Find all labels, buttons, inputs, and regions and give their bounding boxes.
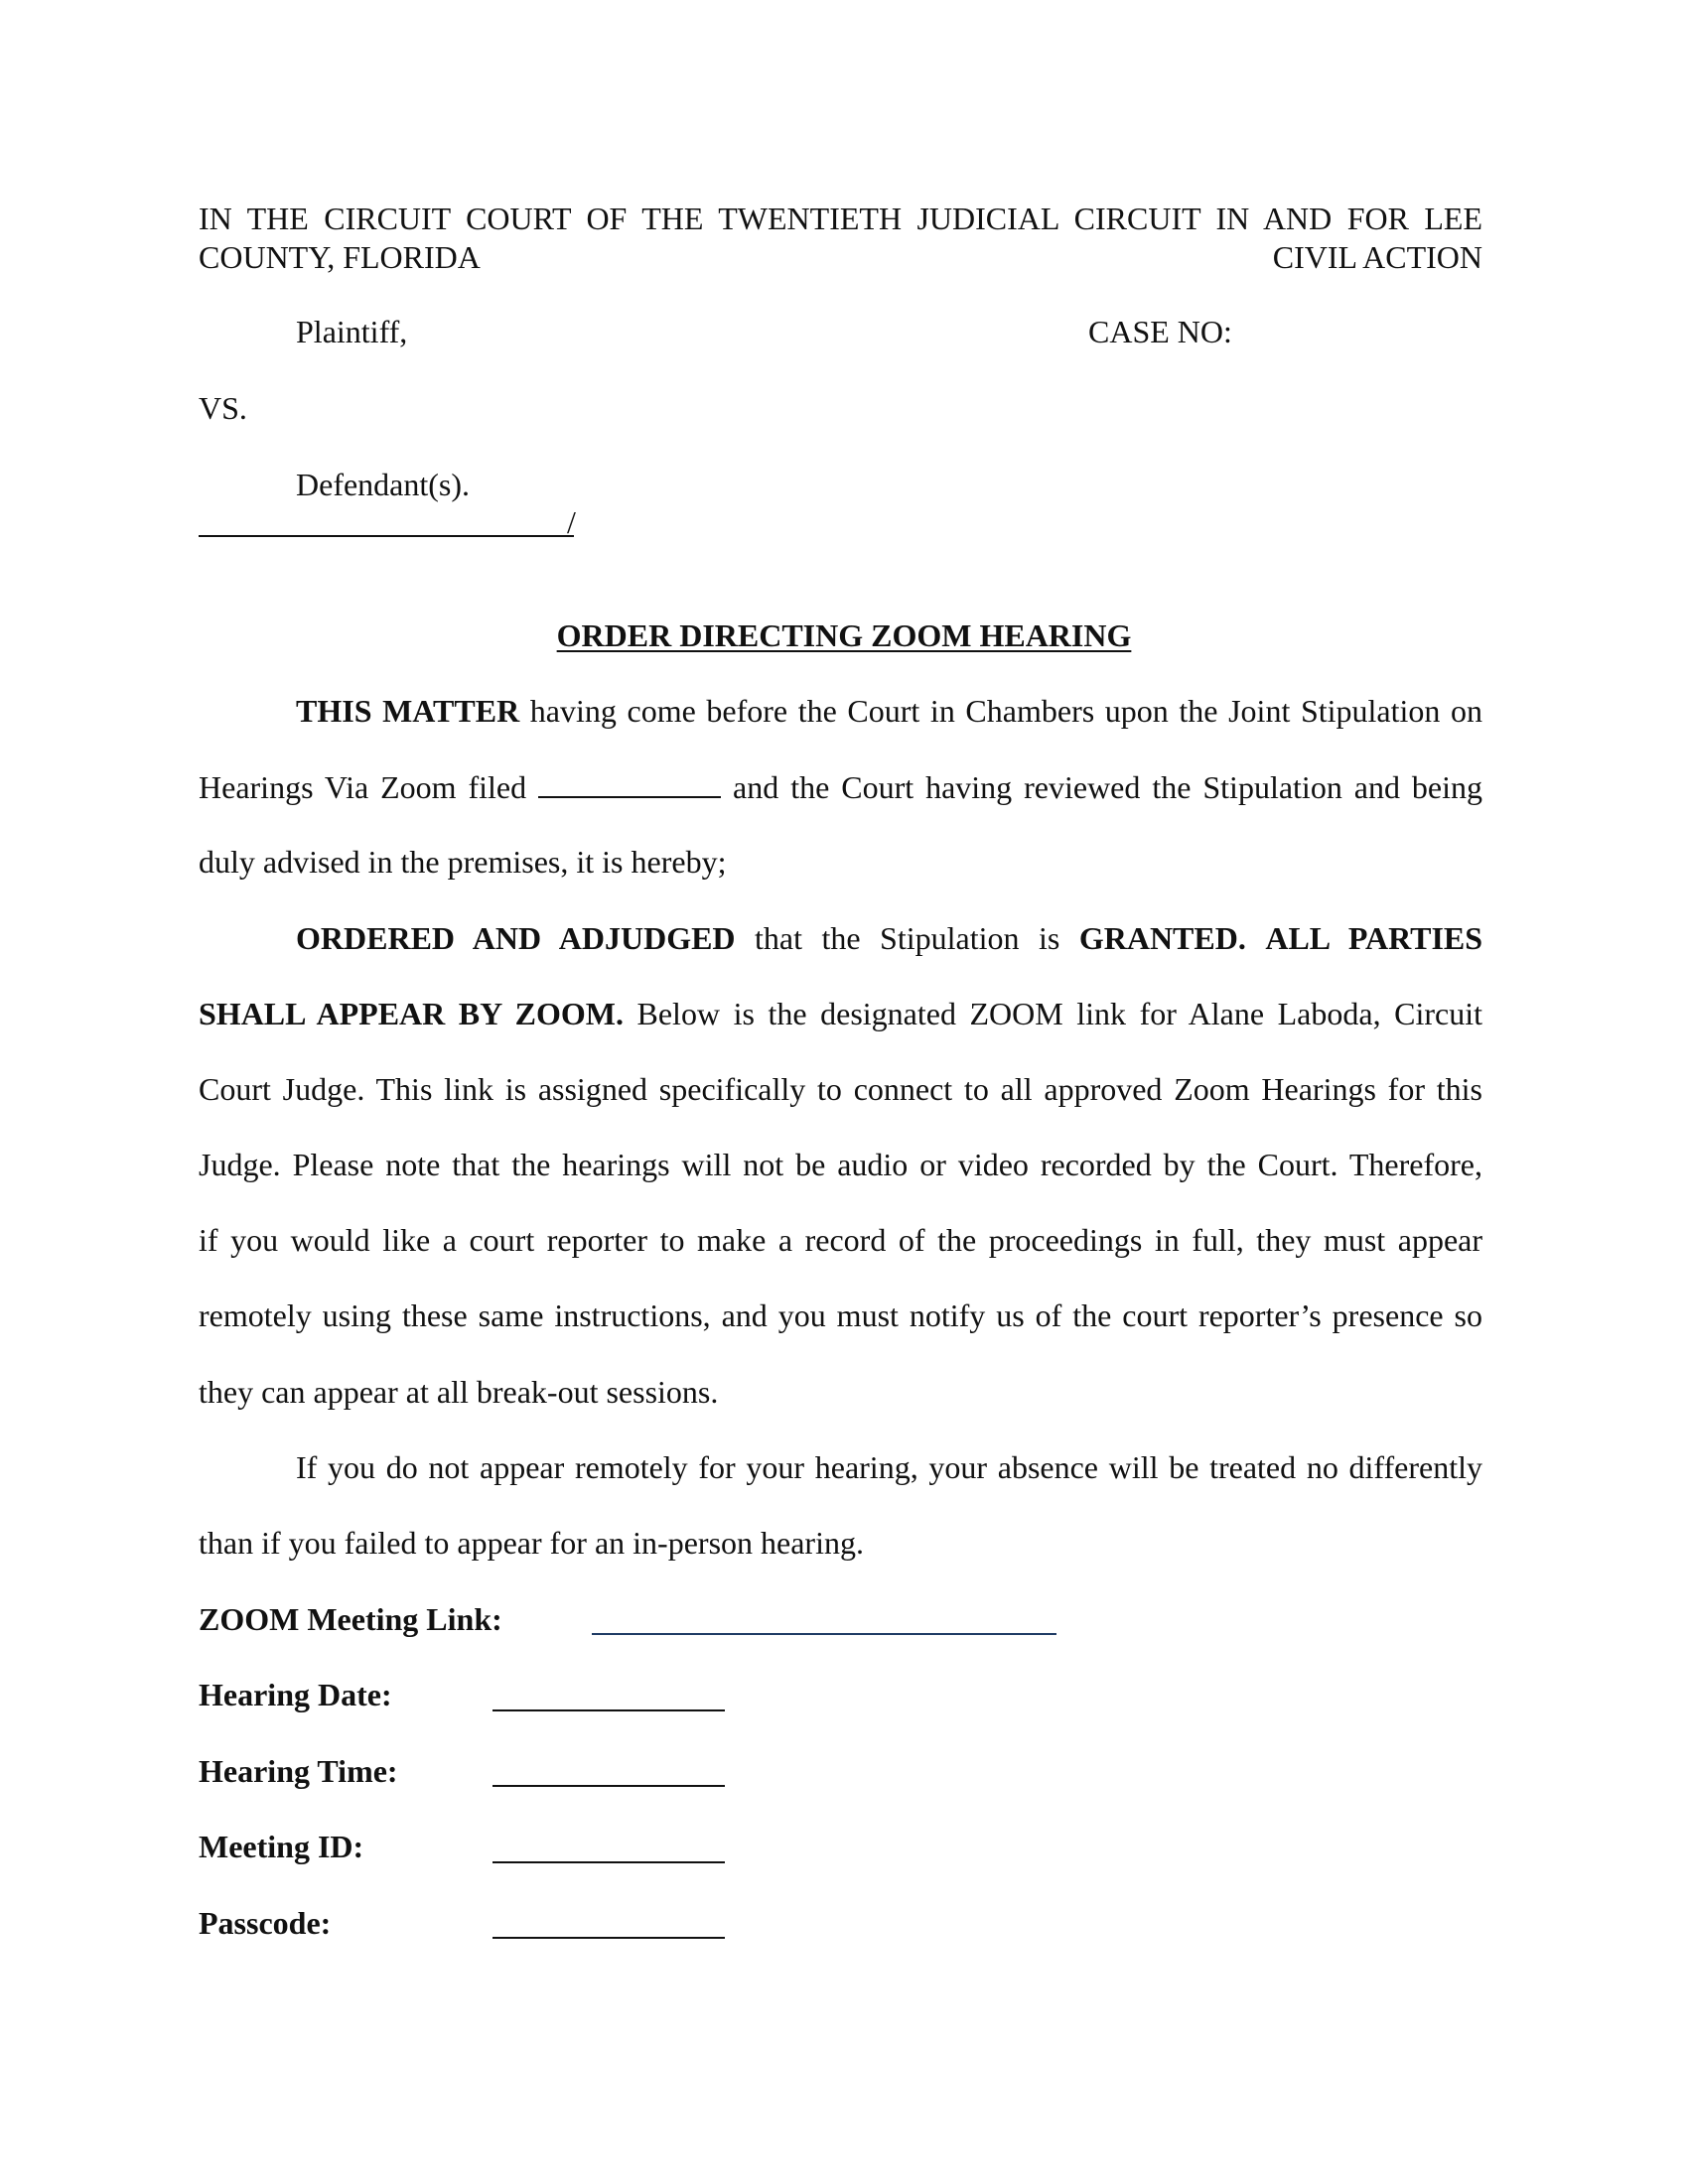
order-title: ORDER DIRECTING ZOOM HEARING: [556, 617, 1132, 653]
para3-line1: [296, 1451, 1482, 1483]
all-parties-text: ALL PARTIES: [1265, 920, 1483, 956]
hearing-date-label: Hearing Date:: [199, 1677, 392, 1712]
para2-line4-text: Judge. Please note that the hearings will not be audio or video recorded by the Court. Therefore,: [199, 1147, 1482, 1182]
para2-line3: [199, 1073, 1482, 1105]
court-caption-text: IN THE CIRCUIT COURT OF THE TWENTIETH JUDICIAL CIRCUIT IN AND FOR LEE: [199, 201, 1482, 236]
zoom-link-label: ZOOM Meeting Link:: [199, 1601, 502, 1637]
para1-line1-text: having come before the Court in Chambers upon the Joint Stipulation on: [529, 693, 1482, 729]
meeting-id-blank[interactable]: [492, 1861, 725, 1863]
para2-line2: [199, 998, 1482, 1029]
hearing-date-blank[interactable]: [492, 1709, 725, 1711]
para2-line2-text: Below is the designated ZOOM link for Alane Laboda, Circuit: [636, 996, 1483, 1031]
caption-slash: /: [567, 504, 576, 540]
para2-line4: [199, 1149, 1482, 1180]
hearing-time-label: Hearing Time:: [199, 1753, 398, 1789]
court-caption-line: [199, 203, 1482, 234]
zoom-link-blank[interactable]: [592, 1633, 1056, 1635]
para1-line2-b: and the Court having reviewed the Stipulation and being: [733, 769, 1483, 805]
para2-line1-mid: that the Stipulation is: [755, 920, 1060, 956]
para2-line5-text: if you would like a court reporter to make a record of the proceedings in full, they must appear: [199, 1222, 1482, 1258]
defendant-label: Defendant(s).: [296, 467, 471, 502]
civil-action-label: CIVIL ACTION: [1272, 239, 1482, 275]
para2-line5: [199, 1224, 1482, 1256]
para2-line1: [296, 922, 1482, 954]
para1-bold-lead: THIS MATTER: [296, 693, 520, 729]
caption-divider-line: [199, 535, 574, 537]
granted-text: GRANTED.: [1078, 920, 1246, 956]
para2-line7: they can appear at all break-out sessions.: [199, 1374, 719, 1410]
shall-appear-text: SHALL APPEAR BY ZOOM.: [199, 996, 624, 1031]
para3-line2: than if you failed to appear for an in-person hearing.: [199, 1525, 864, 1561]
passcode-blank[interactable]: [492, 1937, 725, 1939]
para2-bold-lead: ORDERED AND ADJUDGED: [296, 920, 736, 956]
para1-line3: duly advised in the premises, it is hereby;: [199, 844, 727, 880]
filed-date-blank[interactable]: [538, 770, 721, 798]
para2-line6-text: remotely using these same instructions, and you must notify us of the court reporter’s presence so: [199, 1297, 1482, 1333]
county-label: COUNTY, FLORIDA: [199, 239, 481, 275]
para2-line6: [199, 1299, 1482, 1331]
passcode-label: Passcode:: [199, 1905, 332, 1941]
para1-line2-a: Hearings Via Zoom filed: [199, 769, 527, 805]
para3-line1-text: If you do not appear remotely for your hearing, your absence will be treated no differently: [296, 1449, 1482, 1485]
versus-label: VS.: [199, 390, 247, 426]
para2-line3-text: Court Judge. This link is assigned specifically to connect to all approved Zoom Hearings for this: [199, 1071, 1482, 1107]
meeting-id-label: Meeting ID:: [199, 1829, 364, 1864]
plaintiff-label: Plaintiff,: [296, 314, 408, 349]
para1-line1: [296, 695, 1482, 727]
case-number-label: CASE NO:: [1088, 314, 1232, 349]
para1-line2: [199, 770, 1482, 803]
hearing-time-blank[interactable]: [492, 1785, 725, 1787]
